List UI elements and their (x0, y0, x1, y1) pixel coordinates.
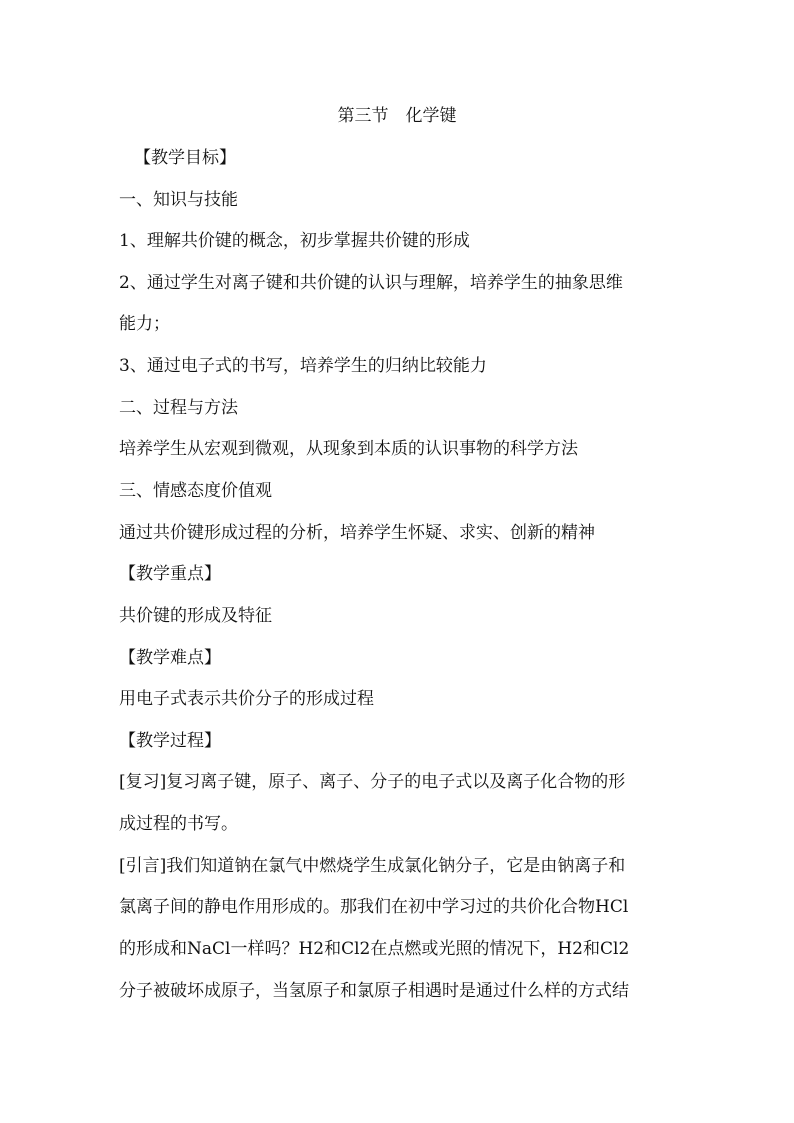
review-paragraph-line-2: 成过程的书写。 (119, 814, 238, 834)
objective-item-2-cont: 能力； (119, 314, 170, 334)
values-text: 通过共价键形成过程的分析，培养学生怀疑、求实、创新的精神 (119, 523, 595, 543)
review-paragraph-line-1: [复习]复习离子键，原子、离子、分子的电子式以及离子化合物的形 (119, 772, 626, 792)
subheading-values: 三、情感态度价值观 (119, 481, 272, 501)
key-points-text: 共价键的形成及特征 (119, 606, 272, 626)
objective-item-3: 3、通过电子式的书写，培养学生的归纳比较能力 (119, 356, 487, 376)
difficulties-text: 用电子式表示共价分子的形成过程 (119, 689, 374, 709)
intro-paragraph-line-1: [引言]我们知道钠在氯气中燃烧学生成氯化钠分子，它是由钠离子和 (119, 856, 626, 876)
subheading-process-methods: 二、过程与方法 (119, 398, 238, 418)
heading-key-points: 【教学重点】 (119, 564, 221, 584)
objective-item-2: 2、通过学生对离子键和共价键的认识与理解，培养学生的抽象思维 (119, 273, 623, 293)
objective-item-1: 1、理解共价键的概念，初步掌握共价键的形成 (119, 231, 470, 251)
intro-paragraph-line-3: 的形成和NaCl一样吗？H2和Cl2在点燃或光照的情况下，H2和Cl2 (119, 939, 630, 959)
subheading-knowledge-skills: 一、知识与技能 (119, 190, 238, 210)
heading-teaching-objectives: 【教学目标】 (134, 148, 236, 168)
heading-teaching-process: 【教学过程】 (119, 731, 221, 751)
process-methods-text: 培养学生从宏观到微观，从现象到本质的认识事物的科学方法 (119, 439, 578, 459)
heading-difficulties: 【教学难点】 (119, 648, 221, 668)
intro-paragraph-line-2: 氯离子间的静电作用形成的。那我们在初中学习过的共价化合物HCl (119, 897, 629, 917)
intro-paragraph-line-4: 分子被破坏成原子，当氢原子和氯原子相遇时是通过什么样的方式结 (119, 981, 629, 1001)
section-title: 第三节 化学键 (337, 106, 457, 126)
